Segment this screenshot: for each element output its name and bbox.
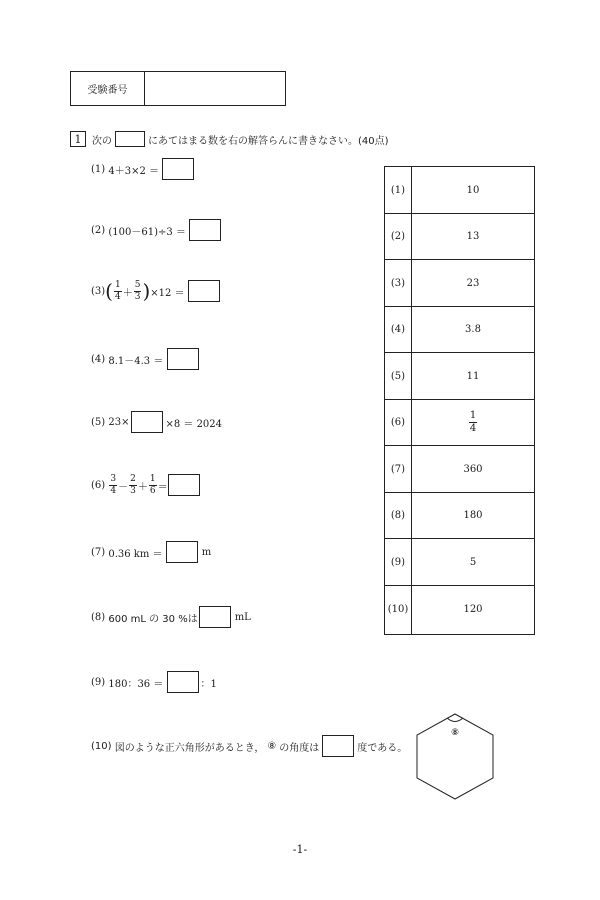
answer-label: (1) [385, 167, 412, 213]
answer-value[interactable] [412, 399, 534, 445]
answer-row-1 [385, 167, 534, 214]
q1-label: (1) [91, 163, 106, 175]
page-number: -1- [292, 843, 308, 856]
answer-6-fraction [469, 411, 477, 434]
answer-row-3 [385, 260, 534, 307]
q3-f2-numerator: 5 [134, 279, 141, 290]
q10-pre: 図のような正六角形があるとき， [114, 742, 265, 754]
answer-label: (10) [385, 585, 412, 634]
q6-f1-numerator: 3 [110, 473, 117, 484]
q5-label: (5) [91, 416, 106, 428]
answer-value[interactable]: 3.8 [465, 323, 481, 335]
q1-answer-blank [162, 158, 194, 180]
q5-answer-blank [131, 411, 163, 433]
exam-number-field[interactable] [145, 72, 285, 105]
hexagon-figure [410, 702, 500, 802]
q3-f1-numerator: 1 [114, 279, 121, 290]
q8-unit: mL [234, 611, 251, 623]
answer-label: (7) [385, 446, 412, 492]
question-8 [91, 606, 251, 628]
answer-row-2 [385, 213, 534, 260]
q9-label: (9) [91, 676, 106, 688]
q7-pre: 0.36 km ＝ [108, 548, 163, 560]
q10-post: 度である。 [357, 742, 408, 754]
q8-answer-blank [199, 606, 231, 628]
q3-f1-denominator: 4 [114, 291, 121, 302]
q3-plus: ＋ [122, 287, 133, 299]
angle-arc [447, 718, 463, 722]
q3-open-paren: ( [105, 279, 113, 303]
q6-answer-blank [168, 474, 200, 496]
answer-value[interactable]: 23 [466, 277, 480, 289]
q6-f3-numerator: 1 [149, 473, 156, 484]
q6-plus: ＋ [137, 481, 148, 493]
answer-6-numerator: 1 [469, 409, 477, 421]
question-6 [91, 474, 200, 496]
q6-fraction-3 [149, 475, 157, 496]
q3-close-paren: ) [142, 279, 151, 303]
answer-row-5 [385, 353, 534, 400]
q3-fraction-2 [134, 281, 142, 302]
q5-post: ×8 ＝ 2024 [165, 418, 223, 430]
answer-row-9 [385, 539, 534, 586]
q9-answer-blank [167, 671, 199, 693]
q8-pre: 600 mL の 30 %は [108, 613, 198, 625]
exam-number-label: 受験番号 [71, 72, 145, 105]
answer-label: (3) [385, 260, 412, 306]
q6-minus: － [118, 481, 129, 493]
q6-equals: ＝ [157, 481, 168, 493]
section-heading [70, 131, 389, 147]
question-1 [91, 158, 194, 180]
q4-label: (4) [91, 353, 106, 365]
q2-answer-blank [189, 219, 221, 241]
q6-f1-denominator: 4 [110, 485, 117, 496]
answer-label: (6) [385, 399, 412, 445]
answer-value[interactable]: 10 [466, 184, 480, 196]
heading-text-before: 次の [92, 135, 112, 147]
question-2 [91, 219, 221, 241]
answer-row-8 [385, 492, 534, 539]
answer-row-6 [385, 399, 534, 446]
q6-f2-denominator: 3 [130, 485, 136, 496]
q10-answer-blank [322, 735, 354, 757]
answer-row-4 [385, 306, 534, 353]
answer-value[interactable]: 13 [466, 230, 480, 242]
q3-tail: ×12 ＝ [150, 287, 185, 299]
q3-label: (3) [91, 285, 106, 297]
q3-f2-denominator: 3 [134, 291, 141, 302]
q1-expression: 4＋3×2 ＝ [108, 165, 160, 177]
answer-value[interactable]: 5 [469, 556, 477, 568]
q6-label: (6) [91, 479, 106, 491]
hexagon-shape [417, 714, 493, 799]
q6-f3-denominator: 6 [149, 485, 156, 496]
q2-label: (2) [91, 224, 106, 236]
question-3 [91, 280, 220, 302]
q9-pre: 180：36 ＝ [108, 678, 164, 690]
q3-fraction-1 [114, 281, 122, 302]
q6-fraction-2 [129, 475, 137, 496]
q7-answer-blank [166, 541, 198, 563]
answer-row-7 [385, 446, 534, 493]
q6-fraction-1 [109, 475, 117, 496]
q10-mid: の角度は [279, 742, 320, 754]
q8-label: (8) [91, 611, 106, 623]
answer-label: (4) [385, 306, 412, 352]
answer-6-denominator: 4 [469, 422, 477, 434]
answer-value[interactable]: 120 [463, 604, 483, 615]
q10-angle-symbol: ⑧ [267, 740, 277, 752]
q4-answer-blank [167, 348, 199, 370]
answer-value[interactable]: 360 [463, 463, 483, 475]
answer-label: (9) [385, 539, 412, 585]
heading-text-after: にあてはまる数を右の解答らんに書きなさい。(40点) [148, 135, 389, 147]
answer-label: (5) [385, 353, 412, 399]
answer-label: (2) [385, 213, 412, 259]
answer-label: (8) [385, 492, 412, 538]
answer-table [384, 166, 535, 635]
answer-value[interactable]: 11 [466, 370, 480, 382]
question-5 [91, 411, 222, 433]
q2-expression: (100－61)÷3 ＝ [108, 226, 186, 238]
q6-f2-numerator: 2 [130, 473, 136, 484]
answer-row-10 [385, 585, 534, 634]
q10-label: (10) [91, 740, 112, 752]
section-number: 1 [70, 131, 86, 147]
answer-value[interactable]: 180 [463, 509, 483, 521]
q7-label: (7) [91, 546, 106, 558]
q5-pre: 23× [108, 416, 130, 428]
q7-unit: m [201, 546, 212, 558]
heading-blank-box [115, 131, 145, 147]
exam-number-box [70, 71, 286, 106]
angle-label: ⑧ [450, 728, 460, 738]
question-4 [91, 348, 199, 370]
q4-expression: 8.1－4.3 ＝ [108, 355, 164, 367]
q9-post: ：1 [200, 678, 217, 690]
question-7 [91, 541, 211, 563]
question-9 [91, 671, 217, 693]
q3-answer-blank [188, 280, 220, 302]
question-10 [91, 735, 407, 757]
